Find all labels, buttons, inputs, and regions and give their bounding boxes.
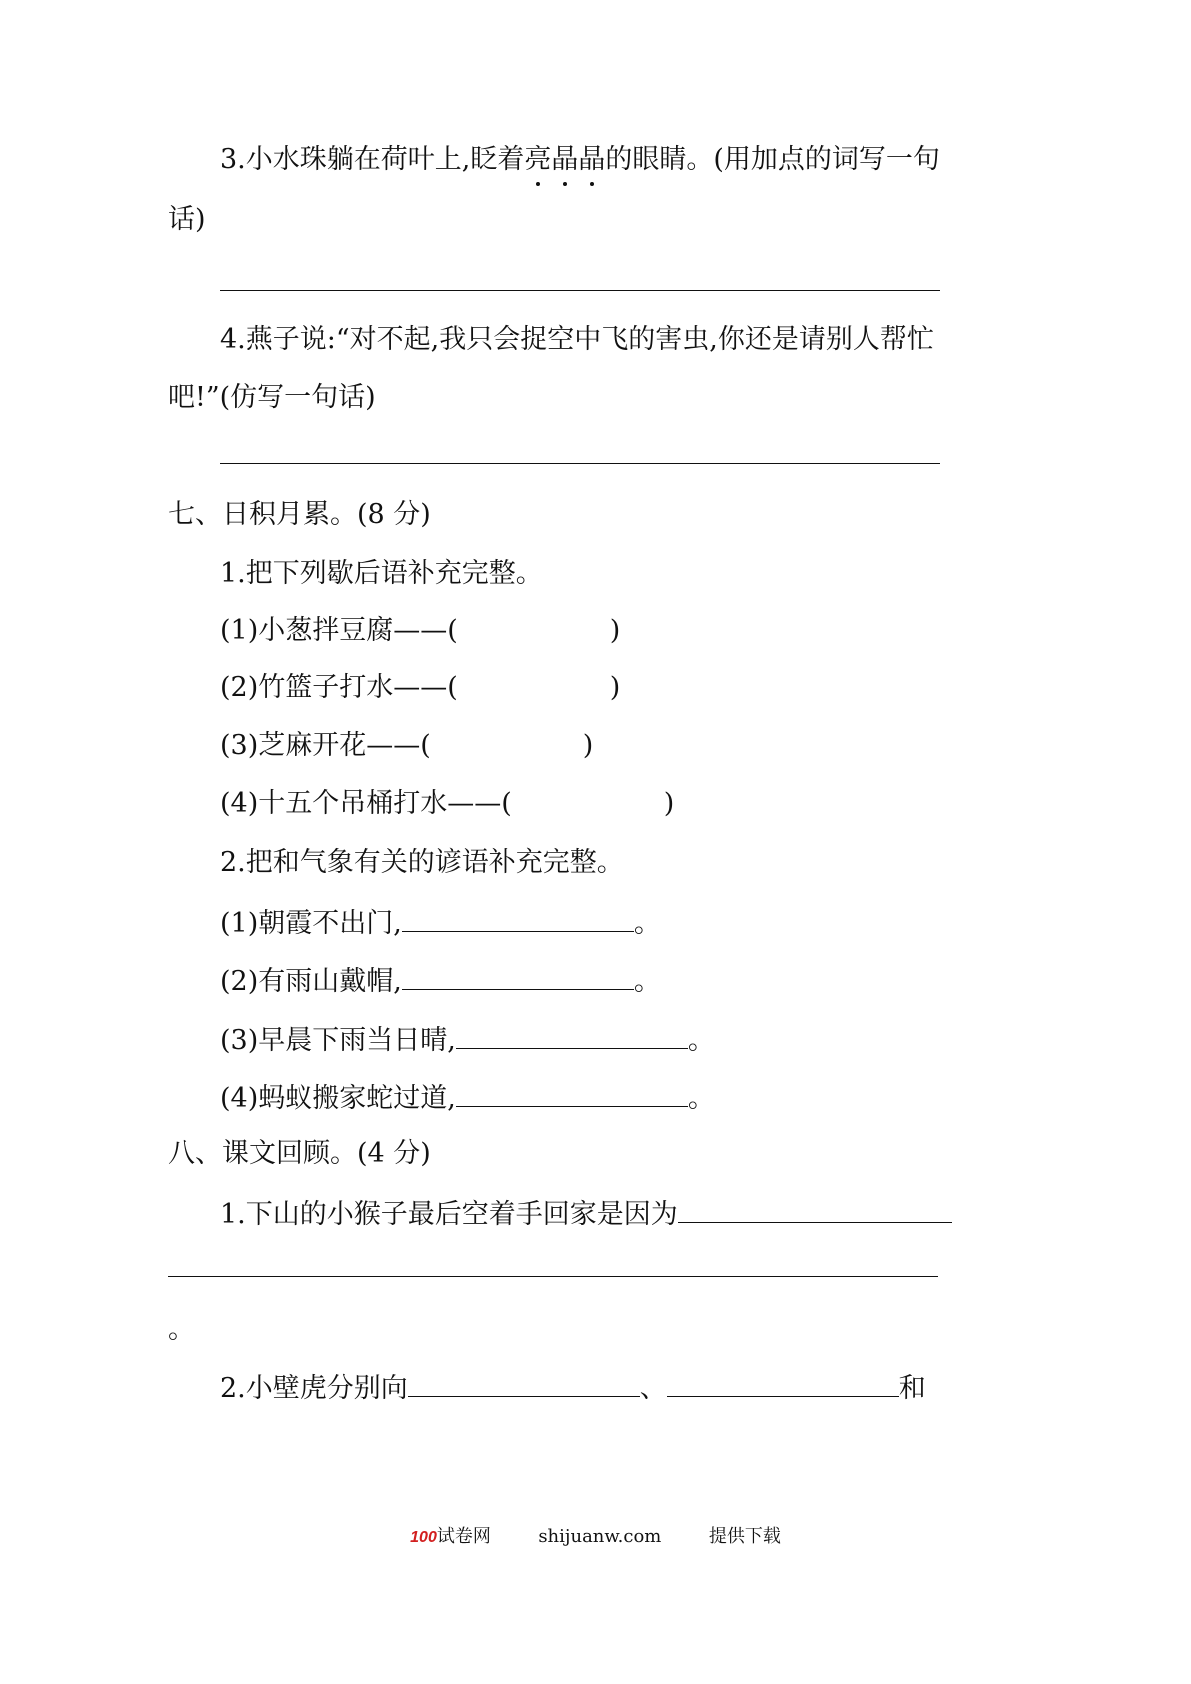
xiehouyu-item-3 xyxy=(220,728,593,764)
answer-blank[interactable] xyxy=(678,1194,952,1223)
xiehouyu-item-text: (3)芝麻开花——( xyxy=(220,730,431,761)
download-note: 提供下载 xyxy=(708,1526,781,1547)
xiehouyu-item-text: (4)十五个吊桶打水——( xyxy=(220,788,512,819)
proverb-item-text: (1)朝霞不出门, xyxy=(220,908,402,939)
answer-line-q6-4[interactable] xyxy=(220,463,940,464)
xiehouyu-item-text: (2)竹篮子打水——( xyxy=(220,672,458,703)
q8-item2-text: 2.小壁虎分别向 xyxy=(220,1373,408,1404)
proverb-item-4 xyxy=(220,1078,715,1117)
site-url[interactable]: shijuanw.com xyxy=(538,1526,662,1547)
period: 。 xyxy=(633,908,661,939)
proverb-item-3 xyxy=(220,1020,715,1059)
proverb-item-text: (3)早晨下雨当日晴, xyxy=(220,1025,456,1056)
close-paren: ) xyxy=(582,730,594,761)
xiehouyu-item-4 xyxy=(220,786,674,822)
q8-item2-tail: 和 xyxy=(898,1373,926,1404)
answer-blank[interactable] xyxy=(408,1368,640,1397)
dotted-char: 亮 xyxy=(524,142,551,178)
xiehouyu-item-text: (1)小葱拌豆腐——( xyxy=(220,615,458,646)
answer-blank[interactable] xyxy=(456,1078,688,1107)
period: 。 xyxy=(687,1025,715,1056)
page-footer xyxy=(0,1522,1191,1548)
proverb-item-1 xyxy=(220,903,661,942)
proverb-item-text: (2)有雨山戴帽, xyxy=(220,966,402,997)
answer-blank[interactable] xyxy=(402,961,634,990)
dotted-char: 晶 xyxy=(551,142,578,178)
q6-item4-line2: 吧!”(仿写一句话) xyxy=(168,382,376,413)
xiehouyu-item-1 xyxy=(220,613,620,649)
close-paren: ) xyxy=(663,788,675,819)
q7-part2-title: 2.把和气象有关的谚语补充完整。 xyxy=(220,847,624,878)
answer-blank[interactable] xyxy=(456,1020,688,1049)
q6-item3-text-post: 的眼睛。(用加点的词写一句 xyxy=(605,144,940,175)
q6-item3-line1 xyxy=(220,142,940,178)
period: 。 xyxy=(633,966,661,997)
answer-blank[interactable] xyxy=(402,903,634,932)
q8-item1-text: 1.下山的小猴子最后空着手回家是因为 xyxy=(220,1199,678,1230)
q6-item3-line2: 话) xyxy=(168,204,206,235)
q7-part1-title: 1.把下列歇后语补充完整。 xyxy=(220,558,543,589)
xiehouyu-item-2 xyxy=(220,670,620,706)
q8-item1-line1 xyxy=(220,1194,952,1233)
dotted-char: 晶 xyxy=(578,142,605,178)
q8-item1-end: 。 xyxy=(168,1314,195,1345)
close-paren: ) xyxy=(609,615,621,646)
section-heading-q7: 七、日积月累。(8 分) xyxy=(168,499,431,530)
site-name: 试卷网 xyxy=(436,1526,491,1547)
q6-item4-line1: 4.燕子说:“对不起,我只会捉空中飞的害虫,你还是请别人帮忙 xyxy=(220,324,934,355)
site-logo: 100 xyxy=(410,1529,437,1546)
close-paren: ) xyxy=(609,672,621,703)
proverb-item-text: (4)蚂蚁搬家蛇过道, xyxy=(220,1083,456,1114)
period: 。 xyxy=(687,1083,715,1114)
q8-item2-line1 xyxy=(220,1368,926,1407)
proverb-item-2 xyxy=(220,961,661,1000)
separator: 、 xyxy=(639,1373,667,1404)
q6-item3-text-pre: 3.小水珠躺在荷叶上,眨着 xyxy=(220,144,525,175)
section-heading-q8: 八、课文回顾。(4 分) xyxy=(168,1138,431,1169)
answer-blank[interactable] xyxy=(667,1368,899,1397)
answer-line-q8-1[interactable] xyxy=(168,1276,938,1277)
answer-line-q6-3[interactable] xyxy=(220,290,940,291)
